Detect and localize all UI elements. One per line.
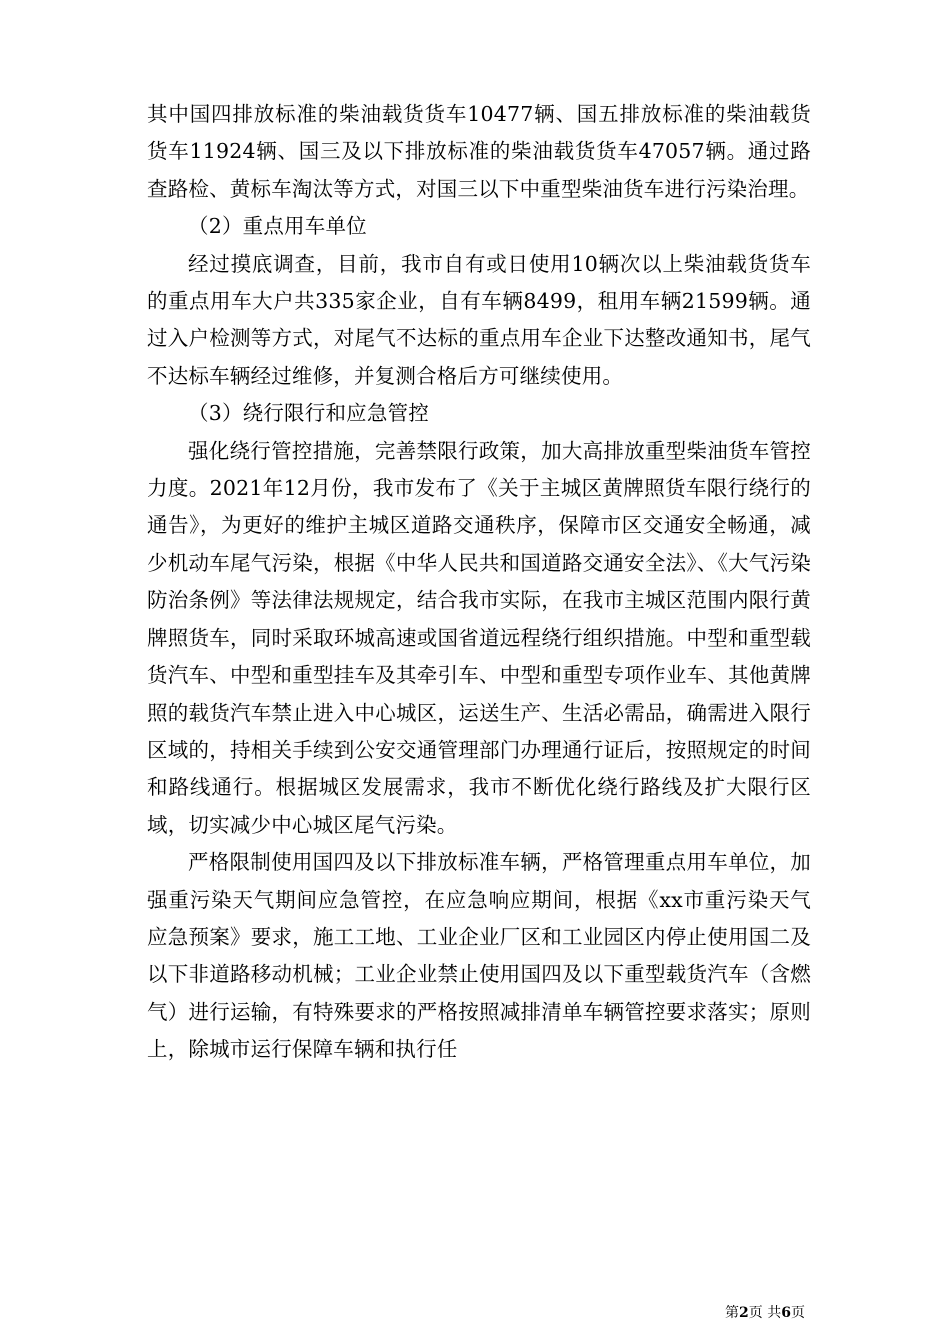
paragraph-emergency-control: 严格限制使用国四及以下排放标准车辆，严格管理重点用车单位，加强重污染天气期间应急管控，在应急响应期间，根据《xx市重污染天气应急预案》要求，施工工地、工业企业厂区和工业园区内停止使用国二及以下非道路移动机械；工业企业禁止使用国四及以下重型载货汽车（含燃气）进行运输，有特殊要求的严格按照减排清单车辆管控要求落实；原则上，除城市运行保障车辆和执行任 <box>147 850 811 1062</box>
paragraph-diesel-truck-stats: 其中国四排放标准的柴油载货货车10477辆、国五排放标准的柴油载货货车11924辆、国三及以下排放标准的柴油载货货车47057辆。通过路查路检、黄标车淘汰等方式，对国三以下中重型柴油货车进行污染治理。 <box>147 102 811 201</box>
footer-prefix: 第 <box>725 1305 740 1321</box>
paragraph-key-vehicle-units: 经过摸底调查，目前，我市自有或日使用10辆次以上柴油载货货车的重点用车大户共335家企业，自有车辆8499，租用车辆21599辆。通过入户检测等方式，对尾气不达标的重点用车企业下达整改通知书，尾气不达标车辆经过维修，并复测合格后方可继续使用。 <box>147 251 811 388</box>
footer-total-pages: 6 <box>781 1305 791 1321</box>
page-number-footer <box>725 1304 805 1322</box>
paragraph-detour-measures: 强化绕行管控措施，完善禁限行政策，加大高排放重型柴油货车管控力度。2021年12月份，我市发布了《关于主城区黄牌照货车限行绕行的通告》，为更好的维护主城区道路交通秩序，保障市区交通安全畅通，减少机动车尾气污染，根据《中华人民共和国道路交通安全法》、《大气污染防治条例》等法律法规规定，结合我市实际，在我市主城区范围内限行黄牌照货车，同时采取环城高速或国省道远程绕行组织措施。中型和重型载货汽车、中型和重型挂车及其牵引车、中型和重型专项作业车、其他黄牌照的载货汽车禁止进入中心城区，运送生产、生活必需品，确需进入限行区域的，持相关手续到公安交通管理部门办理通行证后，按照规定的时间和路线通行。根据城区发展需求，我市不断优化绕行路线及扩大限行区域，切实减少中心城区尾气污染。 <box>147 438 811 837</box>
document-body <box>147 96 811 1069</box>
footer-current-page: 2 <box>739 1305 749 1321</box>
section-heading-key-vehicle-units: （2）重点用车单位 <box>188 214 367 239</box>
footer-suffix: 页 <box>791 1305 805 1321</box>
section-heading-detour-restriction: （3）绕行限行和应急管控 <box>188 401 429 426</box>
footer-middle: 页 共 <box>748 1305 782 1321</box>
